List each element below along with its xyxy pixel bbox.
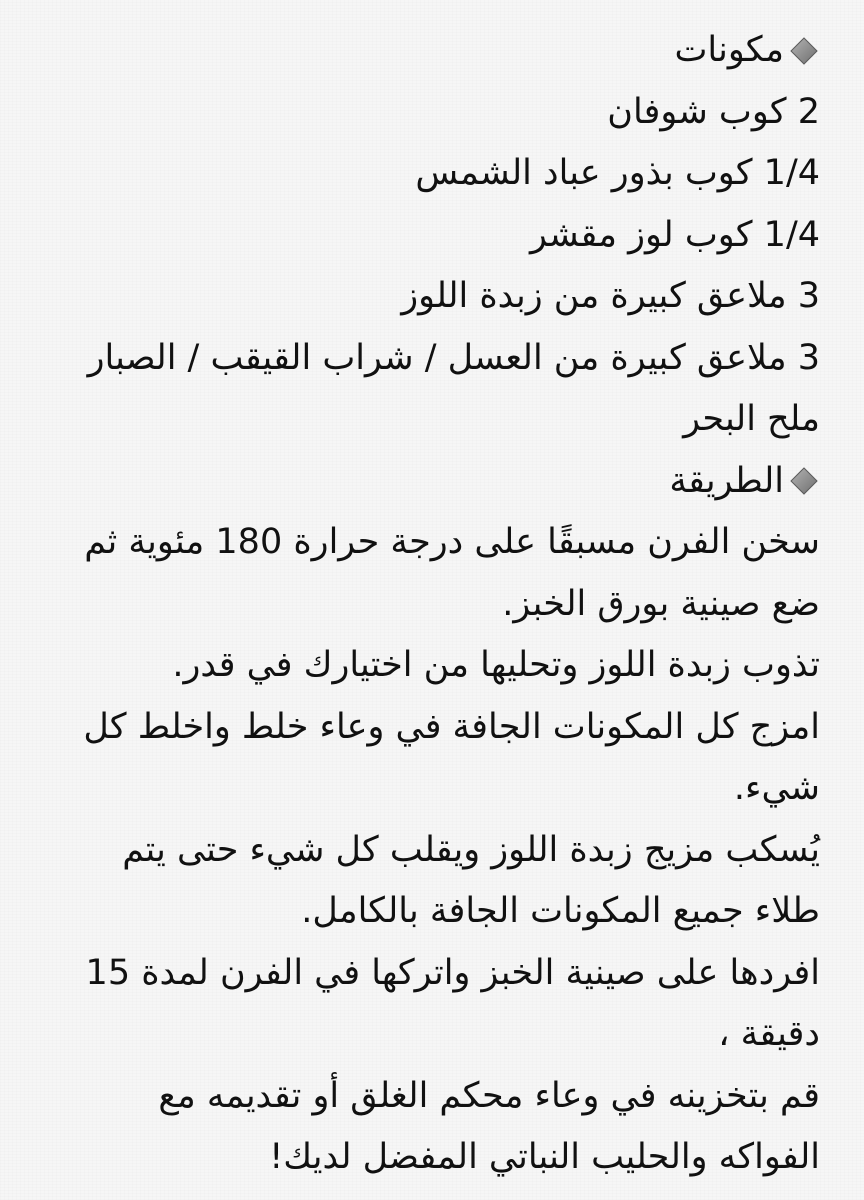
ingredient-item: ملح البحر <box>683 399 820 439</box>
method-line: طلاء جميع المكونات الجافة بالكامل. <box>301 891 820 931</box>
method-line: تذوب زبدة اللوز وتحليها من اختيارك في قدر. <box>172 645 820 685</box>
method-line: يُسكب مزيج زبدة اللوز ويقلب كل شيء حتى يتم <box>122 829 820 870</box>
method-line: الفواكه والحليب النباتي المفضل لديك! <box>269 1137 820 1177</box>
method-line: افردها على صينية الخبز واتركها في الفرن لمدة 15 <box>85 952 820 993</box>
ingredients-heading-text: مكونات <box>674 30 784 70</box>
ingredient-item: 3 ملاعق كبيرة من زبدة اللوز <box>401 276 820 316</box>
ingredients-heading <box>40 20 820 82</box>
diamond-icon <box>790 37 818 65</box>
method-line: قم بتخزينه في وعاء محكم الغلق أو تقديمه مع <box>158 1075 820 1116</box>
method-line: امزج كل المكونات الجافة في وعاء خلط واخلط كل <box>83 706 820 747</box>
method-line: دقيقة ، <box>718 1014 820 1054</box>
ingredient-item: 2 كوب شوفان <box>607 91 820 132</box>
method-heading-text: الطريقة <box>669 460 784 501</box>
method-line: ضع صينية بورق الخبز. <box>502 583 820 624</box>
method-heading <box>40 451 820 513</box>
diamond-icon <box>790 467 818 495</box>
method-line: شيء. <box>733 768 820 808</box>
ingredient-item: 1/4 كوب لوز مقشر <box>529 214 820 255</box>
ingredient-item: 1/4 كوب بذور عباد الشمس <box>415 153 820 193</box>
ingredient-item: 3 ملاعق كبيرة من العسل / شراب القيقب / الصبار <box>87 337 820 378</box>
method-line: سخن الفرن مسبقًا على درجة حرارة 180 مئوية ثم <box>84 522 820 562</box>
